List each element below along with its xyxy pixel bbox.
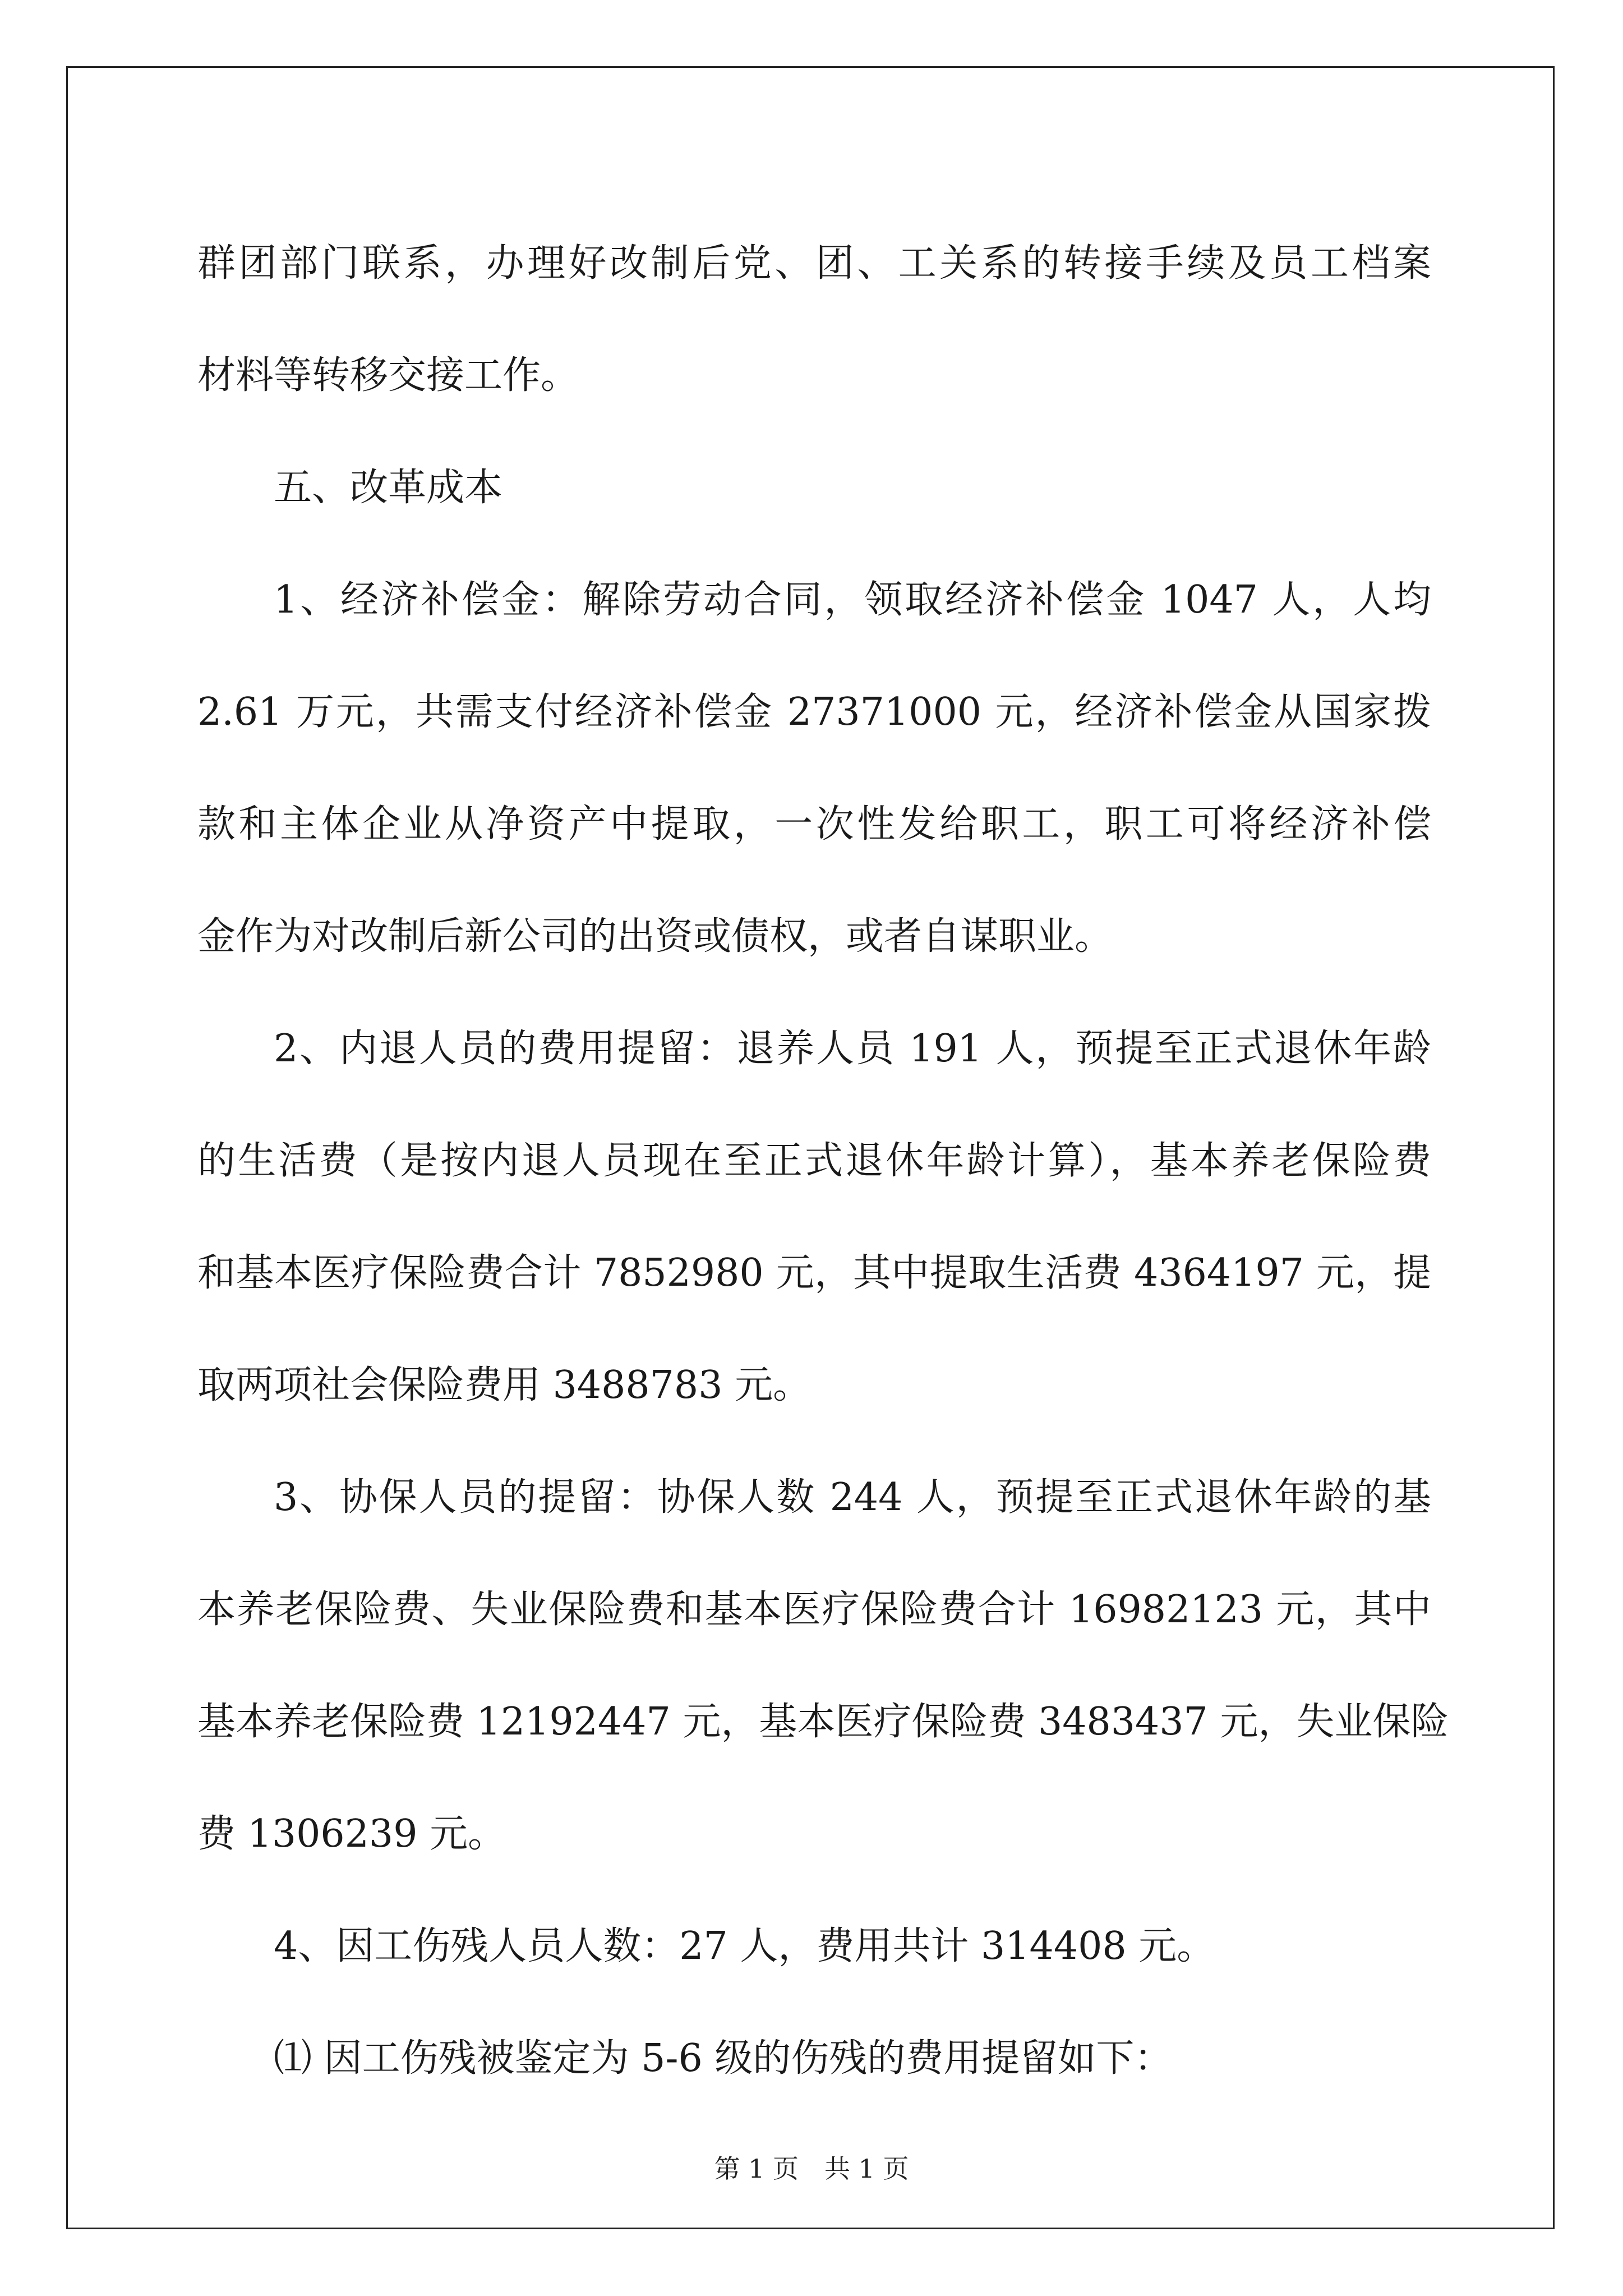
document-body <box>197 208 1449 2115</box>
page-number-footer: 第 1 页 共 1 页 <box>714 2154 909 2184</box>
text-line: 和基本医疗保险费合计 7852980 元，其中提取生活费 4364197 元，提 <box>197 1251 1431 1295</box>
text-line: 3、协保人员的提留：协保人数 244 人，预提至正式退休年龄的基 <box>274 1475 1431 1520</box>
text-line: 基本养老保险费 12192447 元，基本医疗保险费 3483437 元，失业保险 <box>197 1700 1449 1744</box>
text-line: 1、经济补偿金：解除劳动合同，领取经济补偿金 1047 人，人均 <box>274 578 1431 622</box>
section-heading: 五、改革成本 <box>274 466 503 510</box>
text-line: 4、因工伤残人员人数：27 人，费用共计 314408 元。 <box>274 1924 1215 1968</box>
text-line: 材料等转移交接工作。 <box>197 353 579 398</box>
text-line: 金作为对改制后新公司的出资或债权，或者自谋职业。 <box>197 914 1113 959</box>
text-line: 2、内退人员的费用提留：退养人员 191 人，预提至正式退休年龄 <box>274 1027 1431 1071</box>
text-line: 费 1306239 元。 <box>197 1812 506 1856</box>
text-line: 取两项社会保险费用 3488783 元。 <box>197 1363 811 1407</box>
text-line: 的生活费（是按内退人员现在至正式退休年龄计算），基本养老保险费 <box>197 1139 1431 1183</box>
text-line: 群团部门联系，办理好改制后党、团、工关系的转接手续及员工档案 <box>197 241 1431 286</box>
text-line: ⑴ 因工伤残被鉴定为 5-6 级的伤残的费用提留如下： <box>274 2036 1173 2081</box>
text-line: 款和主体企业从净资产中提取，一次性发给职工，职工可将经济补偿 <box>197 802 1431 846</box>
text-line: 2.61 万元，共需支付经济补偿金 27371000 元，经济补偿金从国家拨 <box>197 690 1431 734</box>
text-line: 本养老保险费、失业保险费和基本医疗保险费合计 16982123 元，其中 <box>197 1588 1431 1632</box>
